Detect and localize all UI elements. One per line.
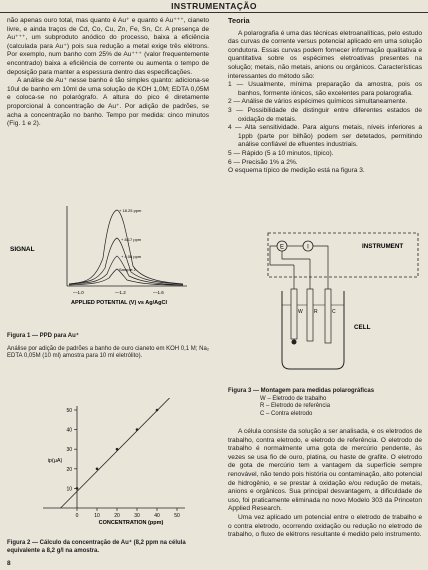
- list-item: 2 — Análise de vários espécimes químicos simultaneamente.: [228, 98, 408, 106]
- wiring: [270, 246, 328, 289]
- x-tick-label: 30: [134, 513, 140, 519]
- fig3-caption-item: W – Eletrodo de trabalho: [260, 395, 327, 402]
- figure-2-caption: [7, 540, 212, 555]
- instrument-box: [268, 233, 418, 277]
- list-item: 3 — Possibilidade de distinguir entre diferentes estados de oxidação de metais.: [228, 106, 422, 123]
- i-meter-label: I: [307, 244, 309, 251]
- working-electrode: [291, 289, 297, 339]
- figure-1-caption: [7, 333, 212, 361]
- section-heading: Teoria: [228, 16, 250, 25]
- y-tick-label: 30: [66, 447, 72, 454]
- right-column: [228, 17, 422, 176]
- header-title: INSTRUMENTAÇÃO: [171, 1, 257, 11]
- fig3-caption-title: Figura 3 — Montagem para medidas polarográficas: [228, 388, 375, 394]
- page-header: [0, 0, 428, 13]
- signal-label: SIGNAL: [10, 246, 35, 253]
- fig1-caption-title: Figura 1 — PPD para Au⁺: [7, 333, 79, 339]
- left-paragraph-2: A análise de Au⁺ nesse banho é tão simples quanto: adiciona-se 10ul de banho em 10ml de uma solução de KOH 1,0M; EDTA 0,05M e coloca-se no polarógrafo. A altura do pico é diretamente proporcional à concentração de Au⁺. Por adição de padrões, se acha a concentração no banho. Tempo por medida: cinco minutos (Fig. 1 e 2).: [7, 77, 209, 128]
- page-number: 8: [7, 560, 11, 567]
- left-paragraph-1: não apenas ouro total, mas quanto é Au⁺ e quanto é Au⁺⁺⁺, cianeto livre, e ainda traços de Cd, Co, Cu, Zn, Fe, Sn, Cr. A presença de Au⁺⁺⁺, um subproduto anódico do processo, baixa a eficiência (calculada para Au⁺) pois sua redução a metal exige três elétrons. Por exemplo, num banho com 25% de Au⁺⁺⁺ (valor frequentemente encontrado) baixa a eficiência de corrente ou aumenta o tempo de deposição para manter a espessura dentro das especificações.: [7, 17, 209, 76]
- list-item: 5 — Rápido (5 a 10 minutos, típico).: [228, 149, 334, 157]
- chart-ylabel: ip(µA): [47, 458, 63, 464]
- left-column: [7, 17, 209, 129]
- reference-electrode: [307, 289, 313, 341]
- x-tick-label: 40: [154, 513, 160, 519]
- list-item: 6 — Precisão 1% a 2%.: [228, 158, 298, 166]
- regression-line: [61, 398, 175, 508]
- cell-label: CELL: [354, 324, 371, 331]
- polarogram-curves: [69, 210, 183, 285]
- curve-label-4: Sample 2: [119, 267, 136, 272]
- fig1-xlabel: APPLIED POTENTIAL (V) vs Ag/AgCl: [71, 300, 167, 306]
- fig3-caption-item: R – Eletrodo de referência: [260, 403, 331, 410]
- figure-3-caption: [228, 388, 422, 418]
- x-tick-label: 0: [75, 513, 79, 519]
- fig1-caption-text: Análise por adição de padrões a banho de ouro cianeto em KOH 0,1 M; Na₂ EDTA 0,05M (10 ml) amostra para 10 ml eletrólito).: [7, 345, 210, 360]
- figure-1-polarogram: [7, 198, 212, 316]
- y-tick-label: 50: [66, 408, 72, 414]
- list-item: 4 — Alta sensitividade. Para alguns metais, níveis inferiores a 1ppb (parte por bilhão) podem ser detetados, permitindo análise confiável de efluentes industriais.: [228, 124, 422, 149]
- e-meter-label: E: [279, 244, 285, 251]
- fig3-caption-item: C – Contra eletrodo: [260, 410, 313, 417]
- y-tick-label: 20: [66, 466, 72, 473]
- electrode-r-label: R: [314, 309, 318, 315]
- electrode-w-label: W: [298, 309, 303, 315]
- mercury-drop-icon: [292, 340, 297, 345]
- tick-label-3: —1.6: [153, 290, 164, 295]
- right-paragraph-1: A polarografia é uma das técnicas eletroanalíticas, pelo estudo das curvas de corrente versus potencial aplicado em uma solução condutora. Essas curvas podem fornecer informação qualitativa e quantitativa sobre os espécimes eletroativas presentes na solução; metais, não metais, anions ou orgânicos. Características interessantes do método são:: [228, 29, 422, 80]
- right-paragraph-2: O esquema típico de medição está na figura 3.: [228, 167, 365, 175]
- data-point: [116, 448, 119, 451]
- y-tick-label: 10: [66, 486, 72, 493]
- fig2-caption-title: Figura 2 — Cálculo da concentração de Au⁺ (8,2 ppm na célula equivalente a 8,2 g/l na amostra.: [7, 540, 186, 554]
- x-tick-label: 10: [94, 513, 100, 519]
- x-tick-label: 50: [174, 513, 180, 519]
- curve-label-2: + 8.17 ppm: [121, 237, 142, 242]
- data-point: [96, 468, 99, 471]
- list-item: 1 — Usualmente, mínima preparação da amostra, pois os banhos, formente iónicos, são excelentes para polarografia.: [228, 81, 422, 97]
- right-paragraph-4: Uma vez aplicado um potencial entre o eletrodo de trabalho e o contra eletrodo, ocorrendo oxidação ou redução no eletrodo de trabalho, o fluxo de elétrons resultante é medido pelo instrumento.: [228, 513, 422, 539]
- tick-label-2: —1.2: [115, 290, 126, 295]
- data-point: [156, 409, 159, 412]
- counter-electrode: [325, 289, 331, 343]
- tick-label-1: —1.0: [73, 290, 84, 295]
- figure-2-chart: [7, 398, 212, 528]
- instrument-label: INSTRUMENT: [362, 243, 404, 250]
- right-paragraph-3: A célula consiste da solução a ser analisada, e os eletrodos de trabalho, contra eletrodo, e eletrodo de referência. O eletrodo de trabalho é normalmente uma gota de mercúrio pendente, às vezes se usa fio de ouro, platina, ou haste de grafite. O eletrodo de gota de mercúrio tem a vantagem da superfície sempre renovável, não tendo pois história ou contaminação, alto potencial de hidrogênio, e se prestar à oxidação e/ou redução de metais, anions e orgânicos. Sua principal desvantagem, a dificuldade de uso, foi praticamente eliminada no novo Modelo 303 da Princeton Applied Research.: [228, 428, 422, 513]
- figure-3-setup-diagram: [232, 231, 422, 379]
- data-point: [76, 487, 79, 490]
- right-column-lower: [228, 428, 422, 540]
- electrode-c-label: C: [332, 309, 336, 315]
- curve-label-3: + 4.08 ppm: [121, 254, 142, 259]
- curve-label-1: + 18.25 ppm: [119, 208, 142, 213]
- x-tick-label: 20: [114, 513, 120, 519]
- chart-xlabel: CONCENTRATION (ppm): [98, 520, 164, 526]
- data-point: [136, 428, 139, 431]
- y-tick-label: 40: [66, 427, 72, 434]
